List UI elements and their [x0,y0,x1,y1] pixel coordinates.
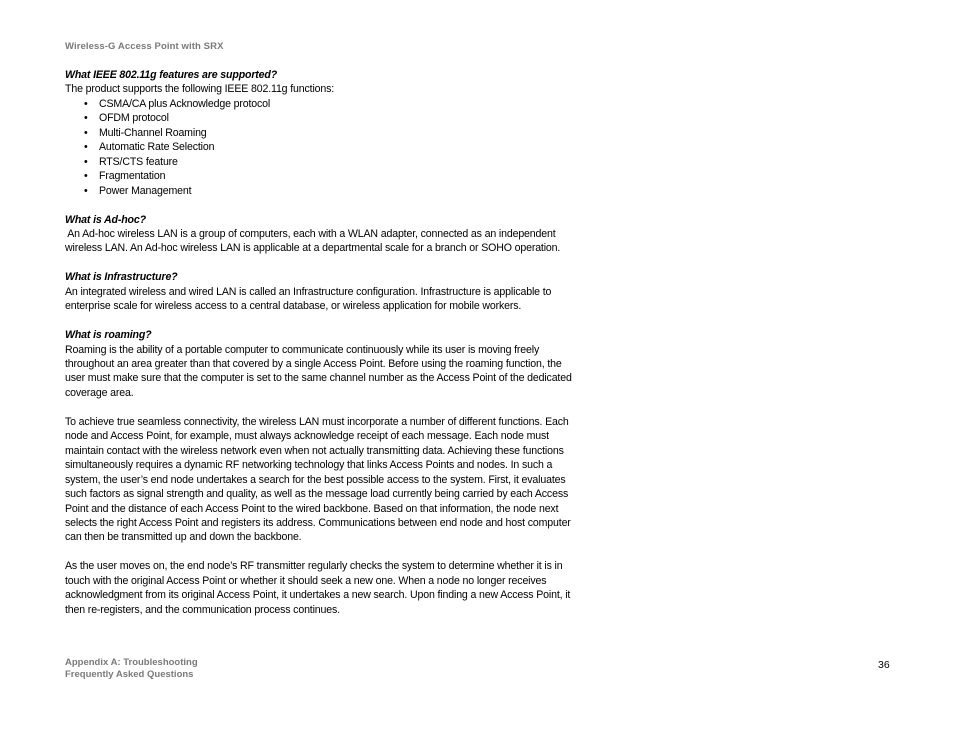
section-spacer [65,198,595,212]
adhoc-question: What is Ad-hoc? [65,213,146,226]
features-question: What IEEE 802.11g features are supported? [65,69,278,81]
list-item [65,111,595,125]
infrastructure-answer [65,285,595,314]
list-item [65,169,595,183]
list-item [65,184,595,198]
text-line: acknowledgment from its original Access Point, it undertakes a new search. Upon finding a new Access Point, it [65,589,571,602]
page-number: 36 [878,659,890,671]
list-item-label: Automatic Rate Selection [99,141,215,154]
bullet-icon: • [84,184,88,197]
bullet-icon: • [84,97,88,110]
text-line: An Ad-hoc wireless LAN is a group of computers, each with a WLAN adapter, connected as an independent [65,227,556,240]
text-line: simultaneously requires a dynamic RF networking technology that links Access Points and nodes. In such a [65,459,553,472]
roaming-question: What is roaming? [65,329,152,342]
footer-appendix-label: Appendix A: Troubleshooting [65,657,198,668]
text-line: enterprise scale for wireless access to a central database, or wireless application for mobile workers. [65,300,522,313]
text-line: To achieve true seamless connectivity, the wireless LAN must incorporate a number of different functions. Each [65,415,569,428]
text-line: touch with the original Access Point or whether it should seek a new one. When a node no longer receives [65,574,547,587]
bullet-icon: • [84,126,88,139]
bullet-icon: • [84,112,88,125]
text-line: throughout an area greater than that covered by a single Access Point. Before using the roaming function, the [65,358,562,371]
text-line: user must make sure that the computer is set to the same channel number as the Access Point of the dedicated [65,372,572,385]
text-line: then re-registers, and the communication process continues. [65,603,340,616]
list-item-label: CSMA/CA plus Acknowledge protocol [99,97,271,110]
section-spacer [65,256,595,270]
text-line: coverage area. [65,386,134,399]
list-item [65,97,595,111]
list-item-label: OFDM protocol [99,112,169,125]
bullet-icon: • [84,155,88,168]
text-line: system, the user’s end node undertakes a search for the best possible access to the system. First, it evaluates [65,473,566,486]
text-line: wireless LAN. An Ad-hoc wireless LAN is applicable at a departmental scale for a branch or SOHO operation. [65,242,561,255]
page-header-title: Wireless-G Access Point with SRX [65,41,224,52]
bullet-icon: • [84,141,88,154]
section-spacer [65,314,595,328]
text-line: Roaming is the ability of a portable computer to communicate continuously while its user is moving freely [65,343,540,356]
text-line: An integrated wireless and wired LAN is called an Infrastructure configuration. Infrastructure is applicable to [65,285,552,298]
roaming-paragraph-3 [65,559,595,617]
page-footer [65,657,198,681]
adhoc-answer [65,227,595,256]
text-line: selects the right Access Point and registers its address. Communications between end node and host computer [65,516,571,529]
faq-content [65,68,595,617]
features-list [65,97,595,198]
list-item [65,140,595,154]
roaming-paragraph-1 [65,343,595,401]
list-item [65,126,595,140]
text-line: node and Access Point, for example, must always acknowledge receipt of each message. Each node must [65,430,549,443]
infrastructure-question: What is Infrastructure? [65,271,178,284]
features-intro: The product supports the following IEEE 802.11g functions: [65,83,335,96]
text-line: Point and the distance of each Access Point to the wired backbone. Based on that information, the node next [65,502,559,515]
text-line: maintain contact with the wireless network even when not actually transmitting data. Achieving these functions [65,444,564,457]
list-item-label: Fragmentation [99,170,166,183]
roaming-paragraph-2 [65,415,595,545]
list-item-label: Power Management [99,184,192,197]
list-item-label: Multi-Channel Roaming [99,126,207,139]
list-item-label: RTS/CTS feature [99,155,178,168]
list-item [65,155,595,169]
footer-section-label: Frequently Asked Questions [65,669,194,680]
paragraph-spacer [65,400,595,414]
bullet-icon: • [84,170,88,183]
text-line: such factors as signal strength and quality, as well as the message load currently being carried by each Access [65,488,569,501]
text-line: As the user moves on, the end node’s RF transmitter regularly checks the system to determine whether it is in [65,560,563,573]
text-line: can then be transmitted up and down the backbone. [65,531,302,544]
paragraph-spacer [65,545,595,559]
